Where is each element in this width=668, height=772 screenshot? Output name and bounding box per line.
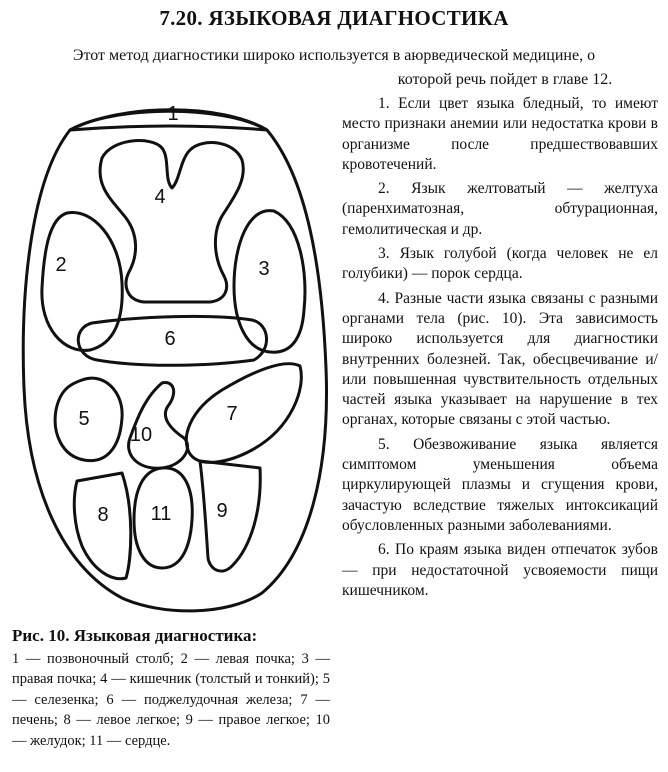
paragraph-3: 3. Язык голубой (когда человек не ел голубики) — порок сердца. [342, 245, 658, 283]
zone-2-label: 2 [55, 254, 67, 276]
zone-3-shape [234, 211, 305, 353]
figure-caption [12, 626, 330, 751]
intro-line-2: которой речь пойдет в главе 12. [397, 71, 613, 88]
zone-5-label: 5 [78, 408, 90, 430]
zone-6-label: 6 [164, 328, 176, 350]
section-title: 7.20. ЯЗЫКОВАЯ ДИАГНОСТИКА [159, 6, 509, 30]
zone-8-label: 8 [97, 504, 109, 526]
paragraph-1: 1. Если цвет языка бледный, то имеют место признаки анемии или недостатка крови в организме после предшествовавших кровотечений. [342, 95, 658, 173]
zone-7-label: 7 [226, 403, 238, 425]
zone-7-shape [186, 364, 301, 463]
zone-11-label: 11 [150, 503, 172, 525]
zone-3-label: 3 [258, 258, 270, 280]
paragraph-6: 6. По краям языка виден отпечаток зубов — при недостаточной усвояемости пищи кишечником. [342, 541, 658, 599]
paragraph-5: 5. Обезвоживание языка является симптомом уменьшения объема циркулирующей плазмы и сгущения крови, зачастую вследствие тяжелых интоксикаций обусловленных разными заболеваниями. [342, 435, 658, 534]
tongue-diagram [12, 88, 332, 618]
zone-9-label: 9 [216, 500, 228, 522]
tongue-diagram-svg [12, 88, 332, 618]
caption-title: Рис. 10. Языковая диагностика: [12, 626, 258, 645]
intro-line-1: Этот метод диагностики широко используется в аюрведической медицине, о [72, 47, 596, 64]
zone-9-shape [200, 461, 260, 571]
zone-10-label: 10 [129, 424, 153, 446]
caption-legend: 1 — позвоночный столб; 2 — левая почка; 3 — правая почка; 4 — кишечник (толстый и тонкий); 5 — селезенка; 6 — поджелудочная железа; 7 — печень; 8 — левое легкое; 9 — правое легкое; 10 — желудок; 11 — сердце. [12, 650, 330, 749]
paragraph-4: 4. Разные части языка связаны с разными органами тела (рис. 10). Эта зависимость широко используется для диагностики внутренних болезней. Так, обесцвечивание и/или повышенная чувствительность отдельных частей языка указывает на нарушение в тех органах, которые связаны с этой частью. [342, 289, 658, 429]
paragraph-2: 2. Язык желтоватый — желтуха (паренхиматозная, обтурационная, гемолитическая и др. [342, 180, 658, 238]
zone-1-label: 1 [167, 103, 179, 125]
zone-4-label: 4 [154, 186, 166, 208]
main-text-column [342, 94, 658, 605]
